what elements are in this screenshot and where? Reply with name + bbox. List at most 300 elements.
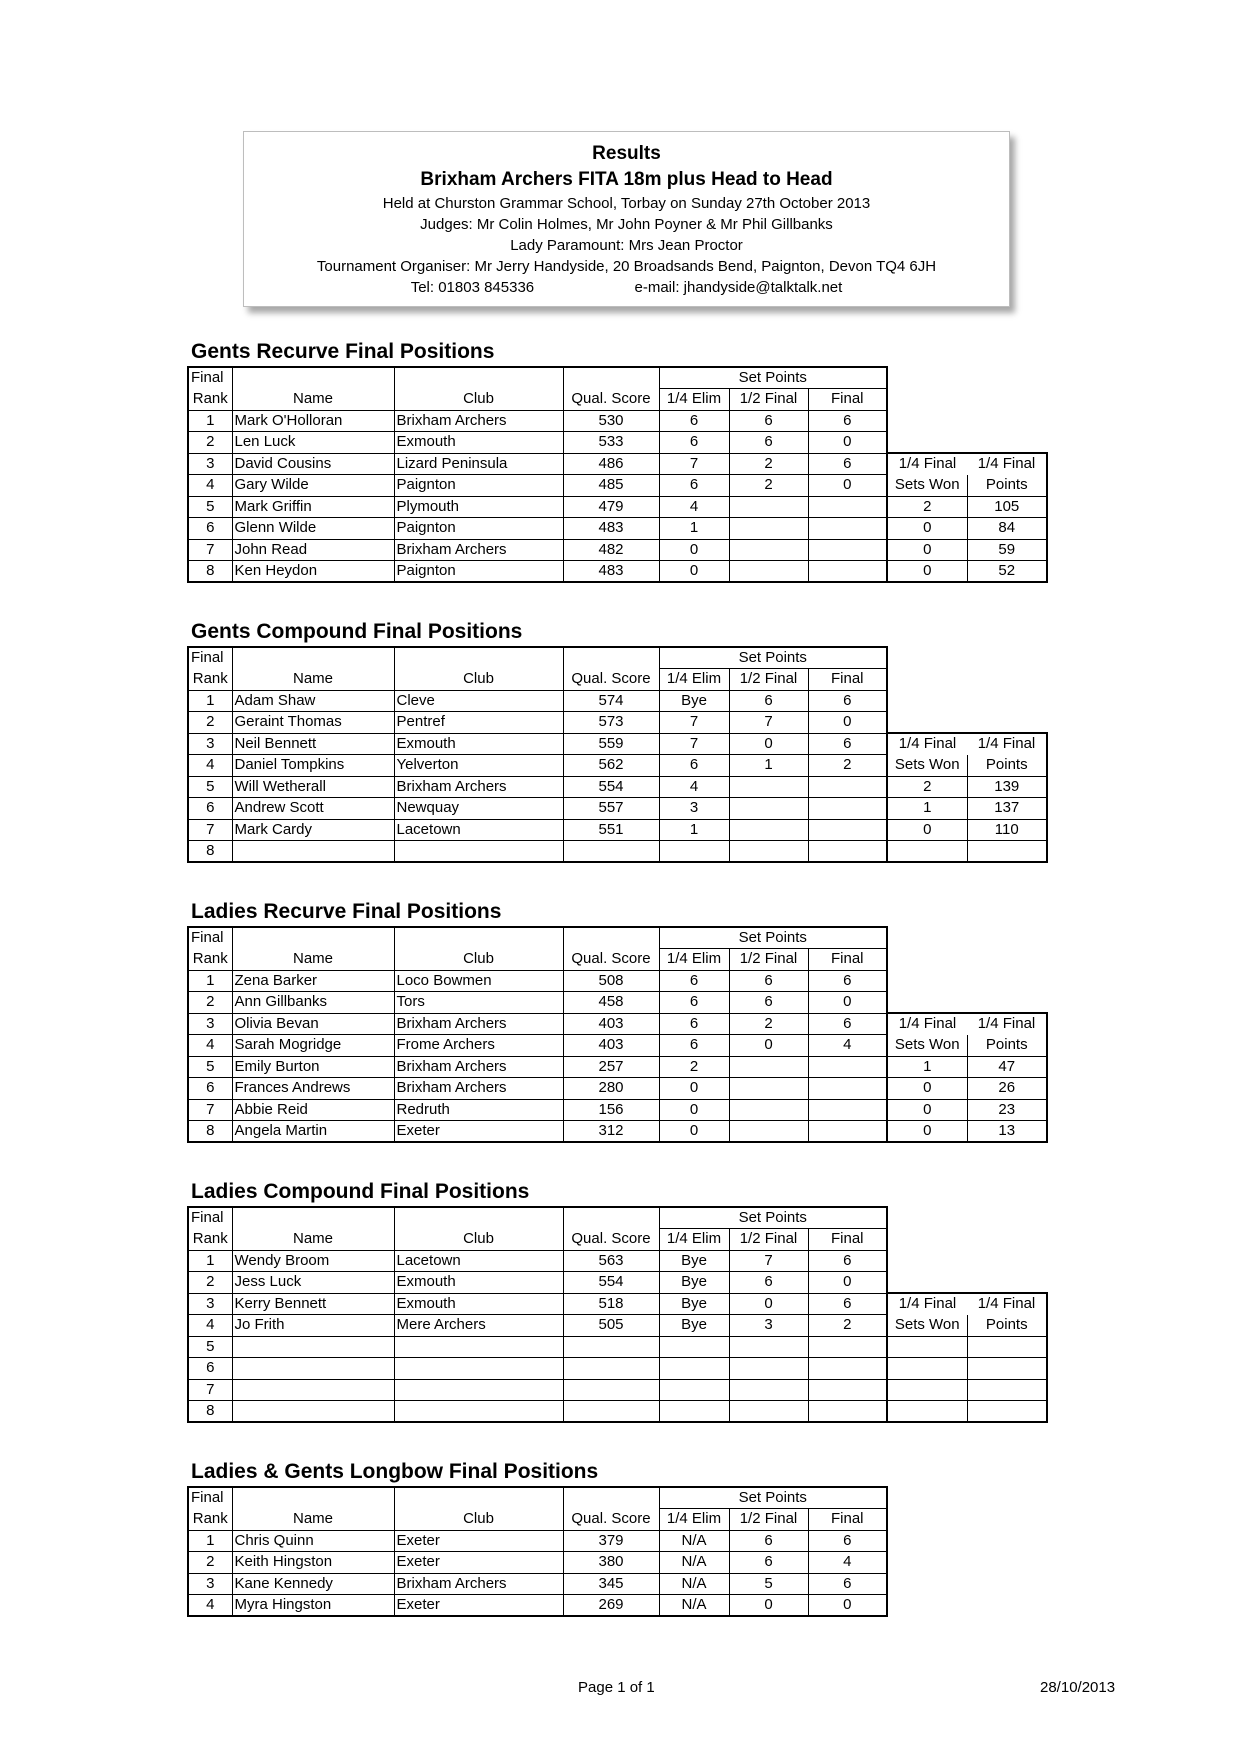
qual-score-cell: 280	[563, 1078, 659, 1100]
rank-cell: 4	[188, 1315, 232, 1337]
qf-points-cell: 84	[967, 518, 1047, 540]
qual-score-cell: 554	[563, 1272, 659, 1294]
header-box	[243, 131, 1010, 307]
sets-won-cell: 0	[887, 819, 967, 841]
header-half-final: 1/2 Final	[729, 949, 808, 971]
header-qual-score: Qual. Score	[563, 669, 659, 691]
qf-points-cell: 23	[967, 1099, 1047, 1121]
quarter-elim-cell: 0	[659, 1121, 729, 1143]
table-row	[188, 1250, 1047, 1272]
header-blank	[563, 367, 659, 389]
table-row	[188, 1121, 1047, 1143]
final-cell	[808, 1056, 887, 1078]
final-cell	[808, 1099, 887, 1121]
spacer-cell	[967, 970, 1047, 992]
name-cell: John Read	[232, 539, 394, 561]
venue-line: Held at Churston Grammar School, Torbay on Sunday 27th October 2013	[382, 195, 871, 212]
header-final: Final	[188, 647, 232, 669]
half-final-cell	[729, 1358, 808, 1380]
club-cell: Yelverton	[394, 755, 563, 777]
qual-score-cell	[563, 841, 659, 863]
header-set-points: Set Points	[659, 647, 887, 669]
table-row	[188, 1595, 887, 1617]
header-blank	[232, 1487, 394, 1509]
sets-won-cell	[887, 1379, 967, 1401]
table-row	[188, 453, 1047, 475]
header-blank	[563, 647, 659, 669]
rank-cell: 8	[188, 1401, 232, 1423]
club-cell: Paignton	[394, 561, 563, 583]
half-final-cell: 6	[729, 1272, 808, 1294]
spacer-cell	[887, 992, 967, 1014]
header-qf-points-2: Points	[967, 755, 1047, 777]
quarter-elim-cell: 6	[659, 410, 729, 432]
name-cell: Ann Gillbanks	[232, 992, 394, 1014]
qual-score-cell: 403	[563, 1035, 659, 1057]
header-name: Name	[232, 389, 394, 411]
table-row	[188, 432, 1047, 454]
half-final-cell	[729, 841, 808, 863]
quarter-elim-cell	[659, 1401, 729, 1423]
rank-cell: 1	[188, 410, 232, 432]
half-final-cell: 3	[729, 1315, 808, 1337]
name-cell: Abbie Reid	[232, 1099, 394, 1121]
club-cell: Exmouth	[394, 432, 563, 454]
rank-cell: 2	[188, 712, 232, 734]
name-cell: Neil Bennett	[232, 733, 394, 755]
final-cell: 0	[808, 1595, 887, 1617]
quarter-elim-cell: 6	[659, 755, 729, 777]
final-cell	[808, 539, 887, 561]
final-cell	[808, 776, 887, 798]
rank-cell: 5	[188, 1336, 232, 1358]
header-row	[188, 367, 1047, 389]
club-cell	[394, 1401, 563, 1423]
header-club: Club	[394, 1509, 563, 1531]
header-club: Club	[394, 1229, 563, 1251]
table-row	[188, 1401, 1047, 1423]
sets-won-cell	[887, 1401, 967, 1423]
footer-date: 28/10/2013	[1040, 1679, 1116, 1696]
name-cell: Frances Andrews	[232, 1078, 394, 1100]
name-cell: Sarah Mogridge	[232, 1035, 394, 1057]
name-cell: Jo Frith	[232, 1315, 394, 1337]
header-name: Name	[232, 949, 394, 971]
table-row	[188, 1315, 1047, 1337]
sets-won-cell: 0	[887, 1099, 967, 1121]
qual-score-cell: 508	[563, 970, 659, 992]
name-cell: Olivia Bevan	[232, 1013, 394, 1035]
final-cell	[808, 561, 887, 583]
spacer-cell	[887, 712, 967, 734]
quarter-elim-cell: 6	[659, 1013, 729, 1035]
qual-score-cell: 574	[563, 690, 659, 712]
section-title: Gents Compound Final Positions	[191, 620, 523, 643]
results-table	[187, 1486, 888, 1617]
quarter-elim-cell: Bye	[659, 1250, 729, 1272]
qual-score-cell: 557	[563, 798, 659, 820]
club-cell: Exmouth	[394, 1272, 563, 1294]
half-final-cell	[729, 539, 808, 561]
name-cell: Mark O'Holloran	[232, 410, 394, 432]
final-cell: 0	[808, 432, 887, 454]
header-set-points: Set Points	[659, 1207, 887, 1229]
header-quarter-elim: 1/4 Elim	[659, 949, 729, 971]
quarter-elim-cell: 0	[659, 561, 729, 583]
half-final-cell	[729, 776, 808, 798]
final-cell: 6	[808, 970, 887, 992]
half-final-cell	[729, 1401, 808, 1423]
rank-cell: 3	[188, 453, 232, 475]
name-cell	[232, 1358, 394, 1380]
header-row	[188, 669, 1047, 691]
final-cell: 2	[808, 755, 887, 777]
quarter-elim-cell: 6	[659, 432, 729, 454]
qual-score-cell: 257	[563, 1056, 659, 1078]
header-final-col: Final	[808, 669, 887, 691]
quarter-elim-cell: N/A	[659, 1595, 729, 1617]
header-blank	[232, 927, 394, 949]
half-final-cell: 2	[729, 1013, 808, 1035]
header-qf-sets-won: 1/4 Final	[887, 1013, 967, 1035]
rank-cell: 4	[188, 1035, 232, 1057]
rank-cell: 4	[188, 1595, 232, 1617]
half-final-cell	[729, 1078, 808, 1100]
quarter-elim-cell: 6	[659, 475, 729, 497]
club-cell: Newquay	[394, 798, 563, 820]
spacer-cell	[967, 1272, 1047, 1294]
club-cell: Plymouth	[394, 496, 563, 518]
club-cell: Exeter	[394, 1552, 563, 1574]
table-row	[188, 841, 1047, 863]
club-cell: Brixham Archers	[394, 1056, 563, 1078]
club-cell: Brixham Archers	[394, 1078, 563, 1100]
name-cell: Len Luck	[232, 432, 394, 454]
table-row	[188, 733, 1047, 755]
rank-cell: 4	[188, 755, 232, 777]
header-qf-points: 1/4 Final	[967, 1293, 1047, 1315]
spacer-cell	[887, 970, 967, 992]
quarter-elim-cell: 0	[659, 1099, 729, 1121]
quarter-elim-cell: 7	[659, 733, 729, 755]
name-cell: Ken Heydon	[232, 561, 394, 583]
half-final-cell	[729, 1056, 808, 1078]
header-quarter-elim: 1/4 Elim	[659, 1229, 729, 1251]
header-qual-score: Qual. Score	[563, 949, 659, 971]
header-qual-score: Qual. Score	[563, 1229, 659, 1251]
final-cell: 2	[808, 1315, 887, 1337]
club-cell: Mere Archers	[394, 1315, 563, 1337]
half-final-cell: 1	[729, 755, 808, 777]
half-final-cell: 7	[729, 1250, 808, 1272]
rank-cell: 6	[188, 518, 232, 540]
club-cell: Brixham Archers	[394, 1013, 563, 1035]
club-cell: Exmouth	[394, 733, 563, 755]
table-row	[188, 1573, 887, 1595]
final-cell: 0	[808, 992, 887, 1014]
header-half-final: 1/2 Final	[729, 1509, 808, 1531]
header-qual-score: Qual. Score	[563, 389, 659, 411]
qual-score-cell	[563, 1336, 659, 1358]
rank-cell: 6	[188, 798, 232, 820]
quarter-elim-cell: Bye	[659, 1272, 729, 1294]
name-cell: Keith Hingston	[232, 1552, 394, 1574]
half-final-cell	[729, 1099, 808, 1121]
header-name: Name	[232, 669, 394, 691]
name-cell: Glenn Wilde	[232, 518, 394, 540]
final-cell: 6	[808, 1530, 887, 1552]
quarter-elim-cell: N/A	[659, 1530, 729, 1552]
rank-cell: 8	[188, 841, 232, 863]
name-cell: Gary Wilde	[232, 475, 394, 497]
table-row	[188, 798, 1047, 820]
qual-score-cell: 483	[563, 518, 659, 540]
judges-line: Judges: Mr Colin Holmes, Mr John Poyner & Mr Phil Gillbanks	[420, 216, 833, 233]
club-cell: Brixham Archers	[394, 539, 563, 561]
header-rank: Rank	[188, 1509, 232, 1531]
qual-score-cell: 486	[563, 453, 659, 475]
qual-score-cell: 380	[563, 1552, 659, 1574]
final-cell	[808, 798, 887, 820]
section-title: Ladies Recurve Final Positions	[191, 900, 502, 923]
tel-text: Tel: 01803 845336	[410, 279, 535, 296]
qual-score-cell: 479	[563, 496, 659, 518]
half-final-cell: 6	[729, 432, 808, 454]
qf-points-cell: 110	[967, 819, 1047, 841]
header-qf-sets-won-2: Sets Won	[887, 1035, 967, 1057]
club-cell	[394, 1336, 563, 1358]
header-row	[188, 647, 1047, 669]
qual-score-cell: 563	[563, 1250, 659, 1272]
name-cell: Myra Hingston	[232, 1595, 394, 1617]
name-cell: Angela Martin	[232, 1121, 394, 1143]
header-row	[188, 927, 1047, 949]
name-cell: Will Wetherall	[232, 776, 394, 798]
header-rank: Rank	[188, 669, 232, 691]
half-final-cell	[729, 561, 808, 583]
quarter-elim-cell: 6	[659, 970, 729, 992]
qf-points-cell: 139	[967, 776, 1047, 798]
final-cell	[808, 518, 887, 540]
table-row	[188, 1293, 1047, 1315]
name-cell	[232, 1379, 394, 1401]
qf-points-cell	[967, 1336, 1047, 1358]
quarter-elim-cell: 2	[659, 1056, 729, 1078]
table-row	[188, 690, 1047, 712]
name-cell: Jess Luck	[232, 1272, 394, 1294]
section-title: Ladies Compound Final Positions	[191, 1180, 530, 1203]
section-title: Gents Recurve Final Positions	[191, 340, 495, 363]
table-row	[188, 1379, 1047, 1401]
results-table	[187, 1206, 1048, 1423]
table-row	[188, 539, 1047, 561]
header-blank	[394, 367, 563, 389]
quarter-elim-cell: Bye	[659, 690, 729, 712]
header-final-col: Final	[808, 389, 887, 411]
header-qf-points: 1/4 Final	[967, 453, 1047, 475]
qual-score-cell: 156	[563, 1099, 659, 1121]
table-row	[188, 1530, 887, 1552]
rank-cell: 1	[188, 1530, 232, 1552]
header-final: Final	[188, 1207, 232, 1229]
final-cell	[808, 819, 887, 841]
header-row	[188, 1207, 1047, 1229]
header-quarter-elim: 1/4 Elim	[659, 389, 729, 411]
qual-score-cell	[563, 1401, 659, 1423]
header-qf-sets-won-2: Sets Won	[887, 1315, 967, 1337]
tournament-title: Brixham Archers FITA 18m plus Head to Head	[420, 169, 833, 190]
header-blank	[232, 367, 394, 389]
rank-cell: 5	[188, 496, 232, 518]
qual-score-cell: 485	[563, 475, 659, 497]
header-qf-sets-won-2: Sets Won	[887, 755, 967, 777]
rank-cell: 3	[188, 1293, 232, 1315]
quarter-elim-cell: 7	[659, 453, 729, 475]
header-final: Final	[188, 927, 232, 949]
spacer-cell	[887, 410, 967, 432]
quarter-elim-cell: 0	[659, 539, 729, 561]
header-qf-sets-won: 1/4 Final	[887, 1293, 967, 1315]
final-cell	[808, 1358, 887, 1380]
quarter-elim-cell: Bye	[659, 1293, 729, 1315]
results-title: Results	[592, 143, 661, 164]
club-cell: Brixham Archers	[394, 410, 563, 432]
table-row	[188, 1099, 1047, 1121]
rank-cell: 1	[188, 690, 232, 712]
club-cell: Lizard Peninsula	[394, 453, 563, 475]
rank-cell: 2	[188, 1272, 232, 1294]
header-qf-sets-won: 1/4 Final	[887, 453, 967, 475]
qf-points-cell: 59	[967, 539, 1047, 561]
qual-score-cell: 458	[563, 992, 659, 1014]
table-row	[188, 518, 1047, 540]
qual-score-cell: 312	[563, 1121, 659, 1143]
half-final-cell: 0	[729, 1293, 808, 1315]
half-final-cell	[729, 1379, 808, 1401]
sets-won-cell: 0	[887, 1121, 967, 1143]
qual-score-cell: 530	[563, 410, 659, 432]
qual-score-cell: 403	[563, 1013, 659, 1035]
final-cell	[808, 1336, 887, 1358]
club-cell: Lacetown	[394, 819, 563, 841]
half-final-cell	[729, 1121, 808, 1143]
header-rank: Rank	[188, 1229, 232, 1251]
qual-score-cell: 559	[563, 733, 659, 755]
page-number: Page 1 of 1	[578, 1679, 655, 1696]
name-cell: Mark Griffin	[232, 496, 394, 518]
half-final-cell: 7	[729, 712, 808, 734]
qual-score-cell: 533	[563, 432, 659, 454]
qual-score-cell: 483	[563, 561, 659, 583]
final-cell: 6	[808, 1250, 887, 1272]
header-blank	[394, 647, 563, 669]
header-qf-points: 1/4 Final	[967, 733, 1047, 755]
rank-cell: 6	[188, 1358, 232, 1380]
club-cell: Loco Bowmen	[394, 970, 563, 992]
club-cell	[394, 1358, 563, 1380]
half-final-cell: 0	[729, 1035, 808, 1057]
table-row	[188, 1013, 1047, 1035]
table-row	[188, 712, 1047, 734]
final-cell: 6	[808, 453, 887, 475]
club-cell: Redruth	[394, 1099, 563, 1121]
half-final-cell: 6	[729, 690, 808, 712]
header-set-points: Set Points	[659, 927, 887, 949]
header-blank	[232, 1207, 394, 1229]
qf-points-cell	[967, 1401, 1047, 1423]
spacer-cell	[967, 712, 1047, 734]
half-final-cell	[729, 798, 808, 820]
header-final-col: Final	[808, 1509, 887, 1531]
rank-cell: 2	[188, 432, 232, 454]
table-row	[188, 755, 1047, 777]
half-final-cell: 6	[729, 970, 808, 992]
name-cell	[232, 841, 394, 863]
half-final-cell: 2	[729, 453, 808, 475]
qual-score-cell: 379	[563, 1530, 659, 1552]
half-final-cell: 6	[729, 1552, 808, 1574]
spacer-cell	[967, 432, 1047, 454]
header-qual-score: Qual. Score	[563, 1509, 659, 1531]
sets-won-cell: 0	[887, 518, 967, 540]
club-cell: Exeter	[394, 1530, 563, 1552]
final-cell: 6	[808, 1013, 887, 1035]
club-cell: Lacetown	[394, 1250, 563, 1272]
header-name: Name	[232, 1509, 394, 1531]
rank-cell: 8	[188, 561, 232, 583]
header-row	[188, 389, 1047, 411]
spacer-cell	[887, 690, 967, 712]
sets-won-cell: 0	[887, 561, 967, 583]
rank-cell: 7	[188, 1379, 232, 1401]
final-cell: 4	[808, 1552, 887, 1574]
final-cell: 4	[808, 1035, 887, 1057]
spacer-cell	[967, 1250, 1047, 1272]
quarter-elim-cell: 1	[659, 819, 729, 841]
qf-points-cell: 26	[967, 1078, 1047, 1100]
name-cell: Kerry Bennett	[232, 1293, 394, 1315]
qf-points-cell	[967, 1379, 1047, 1401]
final-cell	[808, 1401, 887, 1423]
lady-paramount-line: Lady Paramount: Mrs Jean Proctor	[510, 237, 743, 254]
section-title: Ladies & Gents Longbow Final Positions	[191, 1460, 599, 1483]
half-final-cell: 0	[729, 1595, 808, 1617]
sets-won-cell	[887, 1358, 967, 1380]
header-blank	[232, 647, 394, 669]
header-row	[188, 949, 1047, 971]
name-cell: Kane Kennedy	[232, 1573, 394, 1595]
table-row	[188, 1272, 1047, 1294]
header-qf-sets-won-2: Sets Won	[887, 475, 967, 497]
club-cell: Exmouth	[394, 1293, 563, 1315]
table-row	[188, 1035, 1047, 1057]
quarter-elim-cell: 3	[659, 798, 729, 820]
rank-cell: 5	[188, 1056, 232, 1078]
final-cell: 0	[808, 1272, 887, 1294]
quarter-elim-cell: 0	[659, 1078, 729, 1100]
header-row	[188, 1487, 887, 1509]
sets-won-cell: 1	[887, 1056, 967, 1078]
header-half-final: 1/2 Final	[729, 389, 808, 411]
club-cell	[394, 841, 563, 863]
table-row	[188, 561, 1047, 583]
qual-score-cell: 554	[563, 776, 659, 798]
table-row	[188, 1552, 887, 1574]
header-blank	[394, 927, 563, 949]
sets-won-cell: 0	[887, 1078, 967, 1100]
quarter-elim-cell	[659, 841, 729, 863]
club-cell: Exeter	[394, 1595, 563, 1617]
